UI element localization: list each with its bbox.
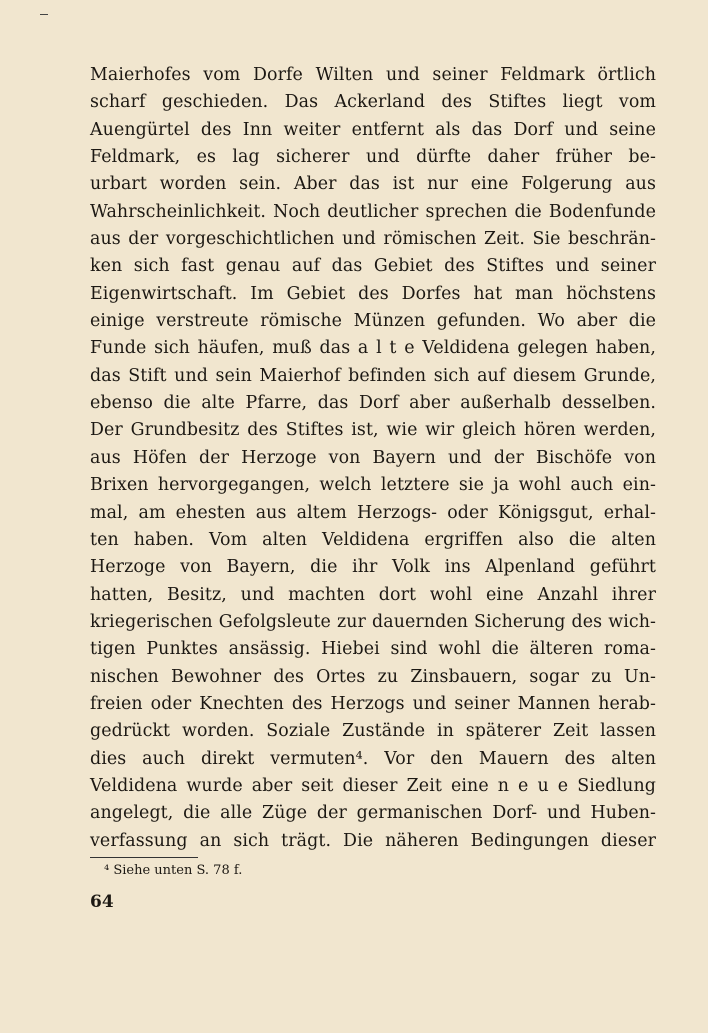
text-line: hatten, Besitz, und machten dort wohl eine Anzahl ihrer	[90, 584, 656, 605]
text-line: ebenso die alte Pfarre, das Dorf aber außerhalb desselben.	[90, 393, 656, 414]
text-line: scharf geschieden. Das Ackerland des Stiftes liegt vom	[90, 92, 656, 113]
text-line: urbart worden sein. Aber das ist nur eine Folgerung aus	[90, 174, 656, 195]
footnote: ⁴ Siehe unten S. 78 f.	[104, 863, 243, 878]
text-line: ten haben. Vom alten Veldidena ergriffen also die alten	[90, 529, 656, 550]
text-line: Feldmark, es lag sicherer und dürfte daher früher be-	[90, 147, 656, 168]
text-line: Herzoge von Bayern, die ihr Volk ins Alpenland geführt	[90, 557, 656, 578]
text-line: ken sich fast genau auf das Gebiet des Stiftes und seiner	[90, 256, 656, 277]
text-line: einige verstreute römische Münzen gefunden. Wo aber die	[90, 311, 656, 332]
text-line: nischen Bewohner des Ortes zu Zinsbauern, sogar zu Un-	[90, 666, 656, 687]
text-line: Wahrscheinlichkeit. Noch deutlicher sprechen die Bodenfunde	[90, 201, 656, 222]
text-line: mal, am ehesten aus altem Herzogs- oder Königsgut, erhal-	[90, 502, 656, 523]
text-line: verfassung an sich trägt. Die näheren Bedingungen dieser	[90, 830, 656, 851]
text-line: tigen Punktes ansässig. Hiebei sind wohl die älteren roma-	[90, 639, 656, 660]
text-line: kriegerischen Gefolgsleute zur dauernden Sicherung des wich-	[90, 611, 656, 632]
text-line: Veldidena wurde aber seit dieser Zeit eine n e u e Siedlung	[90, 775, 656, 796]
text-line: Funde sich häufen, muß das a l t e Veldidena gelegen haben,	[90, 338, 656, 359]
text-line: gedrückt worden. Soziale Zustände in späterer Zeit lassen	[90, 721, 656, 742]
text-line: freien oder Knechten des Herzogs und seiner Mannen herab-	[90, 693, 656, 714]
page-number: 64	[90, 892, 114, 912]
margin-dash	[40, 14, 48, 15]
text-line: Brixen hervorgegangen, welch letztere sie ja wohl auch ein-	[90, 475, 656, 496]
body-text	[90, 62, 656, 855]
footnote-rule	[90, 857, 198, 858]
text-line: Maierhofes vom Dorfe Wilten und seiner Feldmark örtlich	[90, 65, 656, 85]
text-line: angelegt, die alle Züge der germanischen Dorf- und Huben-	[90, 803, 656, 824]
text-line: aus der vorgeschichtlichen und römischen Zeit. Sie beschrän-	[90, 229, 656, 250]
text-line: das Stift und sein Maierhof befinden sich auf diesem Grunde,	[90, 365, 656, 386]
text-line: aus Höfen der Herzoge von Bayern und der Bischöfe von	[90, 447, 656, 468]
text-line: Eigenwirtschaft. Im Gebiet des Dorfes hat man höchstens	[90, 283, 656, 304]
text-line: dies auch direkt vermuten⁴. Vor den Mauern des alten	[90, 748, 656, 769]
text-line: Der Grundbesitz des Stiftes ist, wie wir gleich hören werden,	[90, 420, 656, 441]
text-line: Auengürtel des Inn weiter entfernt als das Dorf und seine	[90, 119, 656, 140]
